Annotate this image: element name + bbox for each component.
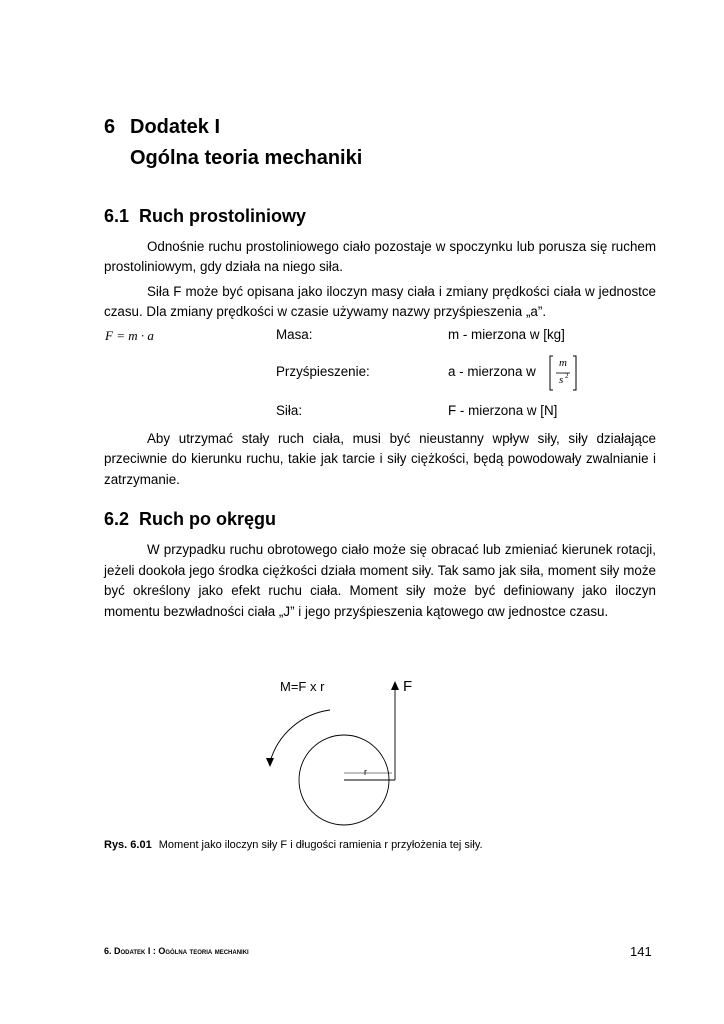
chapter-number: 6	[104, 116, 116, 138]
section-number-6-1: 6.1	[104, 206, 130, 226]
unit-m-per-s2	[548, 354, 578, 392]
caption-id: Rys. 6.01	[104, 839, 152, 851]
formula-f-ma: F = m · a	[105, 328, 154, 343]
paragraph-2-text: Siła F może być opisana jako iloczyn masy ciała i zmiany prędkości ciała w jednostce czasu. Dla zmiany prędkości w czasie używamy nazwy przyśpieszenia „a”.	[104, 284, 656, 320]
value-mass: m - mierzona w [kg]	[448, 327, 565, 342]
label-mass: Masa:	[276, 327, 313, 342]
paragraph-1	[104, 237, 656, 278]
section-title-6-2: Ruch po okręgu	[139, 509, 277, 529]
value-force: F - mierzona w [N]	[448, 403, 558, 418]
caption-text: Moment jako iloczyn siły F i długości ramienia r przyłożenia tej siły.	[158, 839, 483, 851]
label-radius-r: r	[364, 767, 367, 777]
rotation-arrowhead	[266, 758, 274, 767]
chapter-title-line1: Dodatek I	[130, 116, 221, 138]
force-arrowhead	[391, 681, 399, 690]
figure-caption	[104, 839, 483, 851]
rotation-arc	[270, 710, 330, 762]
chapter-title-line2: Ogólna teoria mechaniki	[130, 147, 363, 169]
paragraph-3-text: Aby utrzymać stały ruch ciała, musi być nieustanny wpływ siły, siły działające przeciwnie do kierunku ruchu, takie jak tarcie i siły ciężkości, będą powodowały zwalnianie i zatrzymanie.	[104, 431, 656, 487]
value-acceleration: a - mierzona w	[448, 364, 536, 379]
label-force-f: F	[403, 678, 413, 695]
label-force: Siła:	[276, 403, 303, 418]
paragraph-2	[104, 282, 656, 323]
label-acceleration: Przyśpieszenie:	[276, 364, 370, 379]
section-title-6-1: Ruch prostoliniowy	[139, 206, 307, 226]
label-moment-formula: M=F x r	[280, 679, 325, 694]
footer-chapter-reference: 6. Dodatek I : Ogólna teoria mechaniki	[104, 946, 249, 956]
paragraph-3	[104, 429, 656, 490]
unit-exponent: 2	[565, 372, 569, 380]
section-number-6-2: 6.2	[104, 509, 130, 529]
paragraph-1-text: Odnośnie ruchu prostoliniowego ciało pozostaje w spoczynku lub porusza się ruchem prostoliniowym, gdy działa na niego siła.	[104, 239, 656, 275]
paragraph-4-text: W przypadku ruchu obrotowego ciało może się obracać lub zmieniać kierunek rotacji, jeżeli dookoła jego środka ciężkości działa moment siły. Tak samo jak siła, moment siły może być określony jako efekt ruchu ciała. Moment siły może być definiowany jako iloczyn momentu bezwładności ciała „J” i jego przyśpieszenia kątowego αw jednostce czasu.	[104, 542, 656, 619]
paragraph-4	[104, 540, 656, 622]
page-number: 141	[630, 944, 652, 959]
unit-denominator: s	[559, 374, 564, 386]
unit-numerator: m	[559, 357, 567, 369]
